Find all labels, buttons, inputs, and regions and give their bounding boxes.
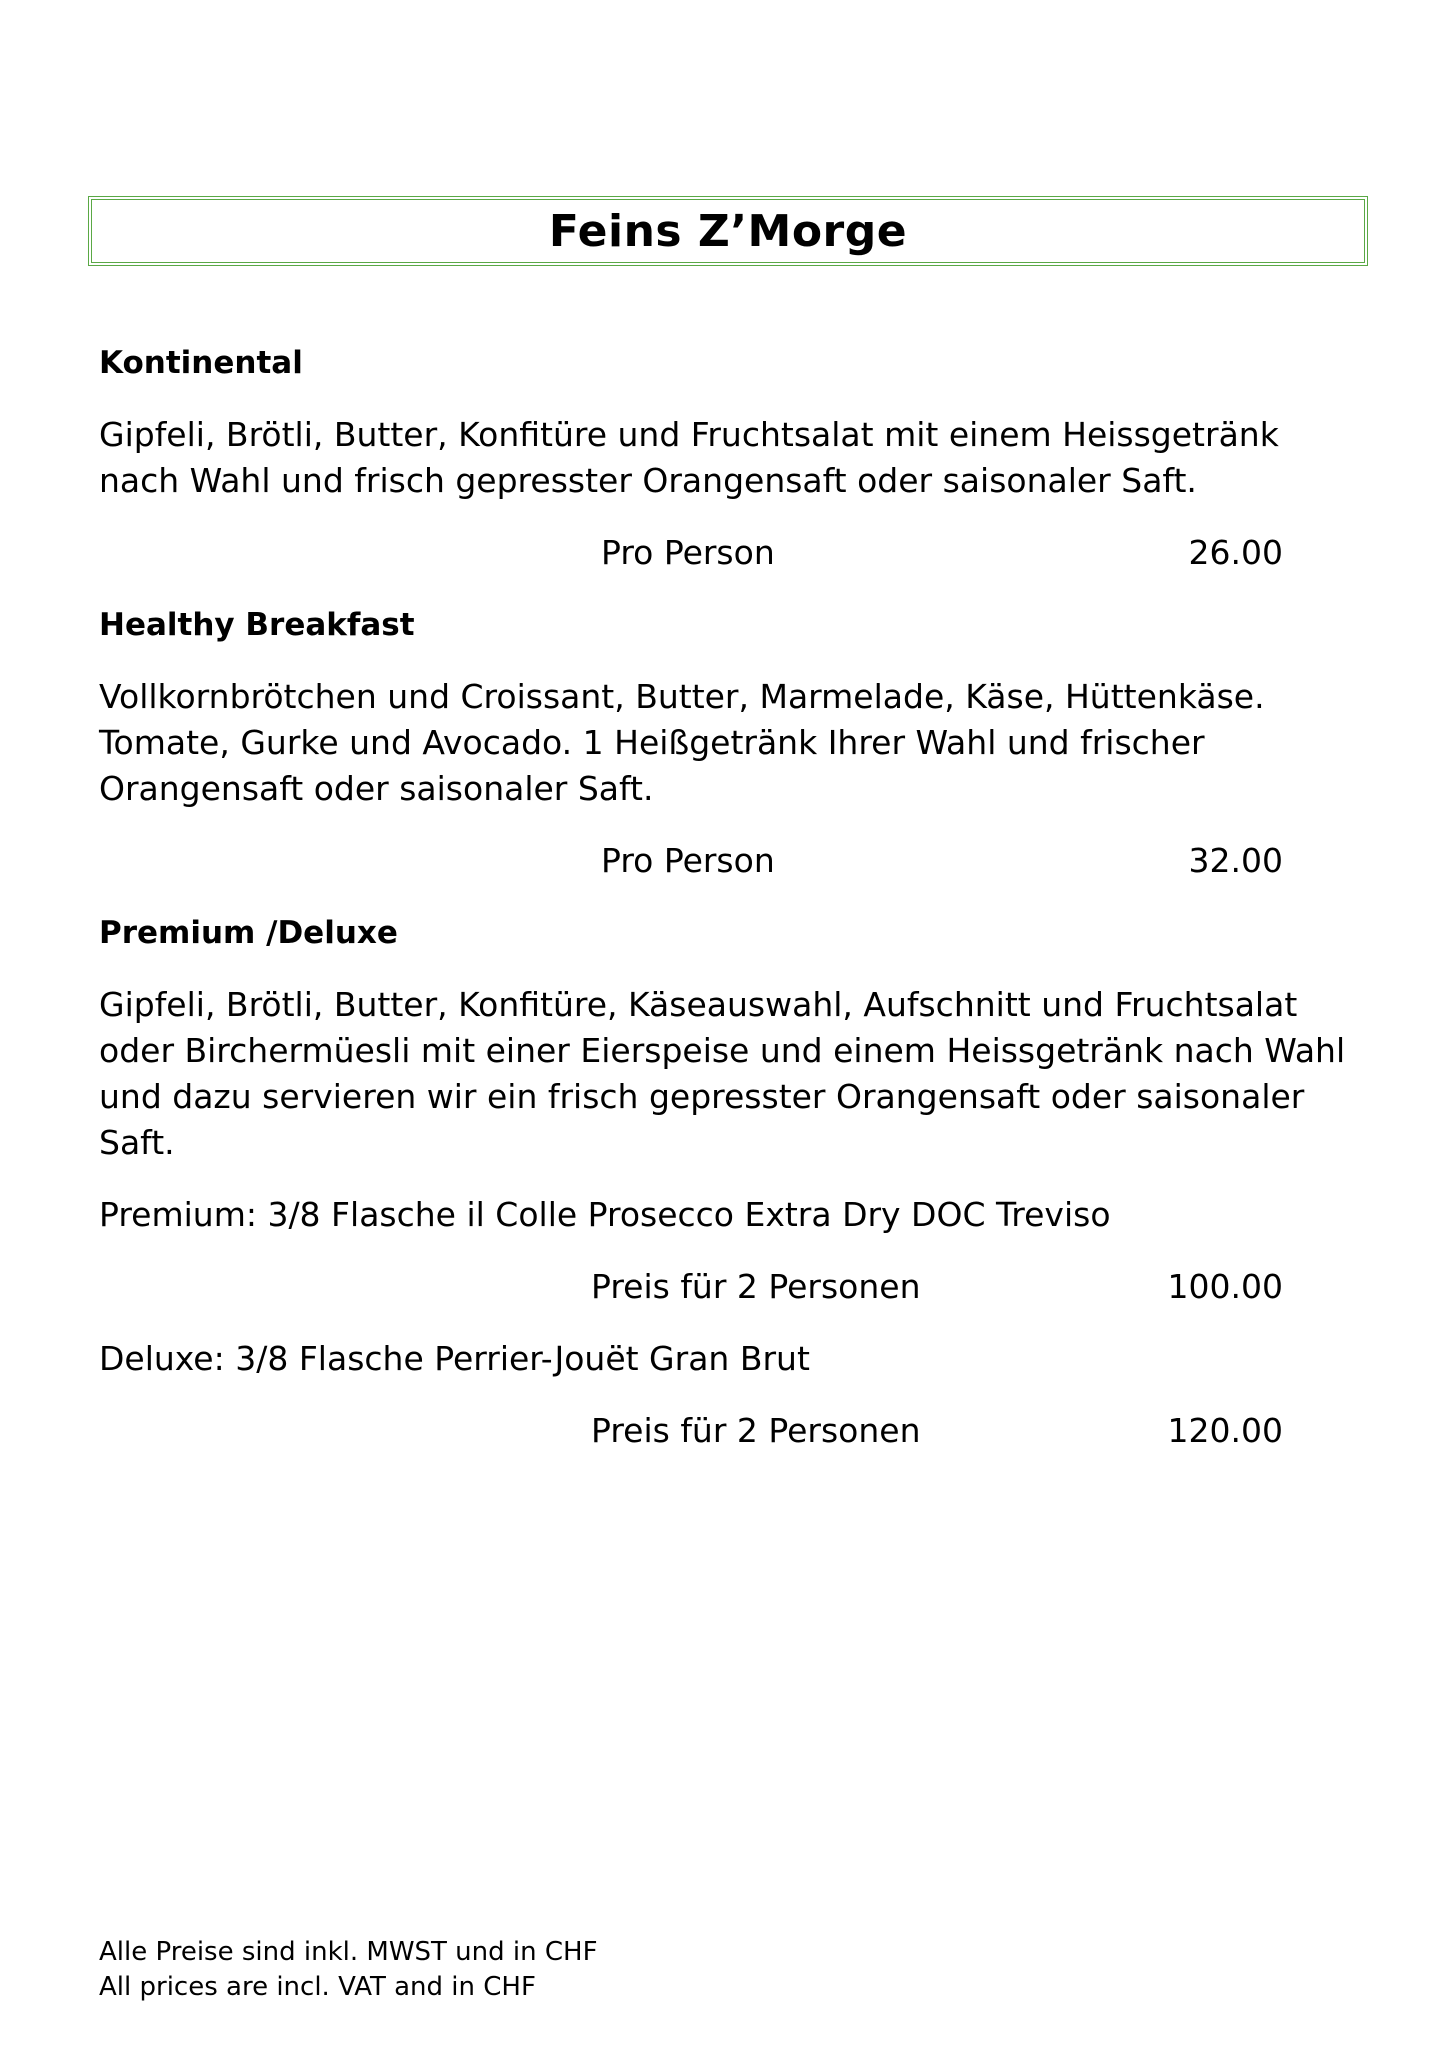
price-value: 32.00 (1188, 841, 1283, 880)
option-text-deluxe: Deluxe: 3/8 Flasche Perrier-Jouët Gran Brut (99, 1339, 810, 1378)
price-value: 100.00 (1167, 1267, 1283, 1306)
title-box (88, 196, 1368, 266)
section-heading: Healthy Breakfast (99, 607, 415, 643)
price-value: 26.00 (1188, 533, 1283, 572)
menu-section-premium-deluxe (99, 910, 1369, 1454)
price-label: Pro Person (601, 841, 775, 880)
option-text-premium: Premium: 3/8 Flasche il Colle Prosecco Extra Dry DOC Treviso (99, 1195, 1111, 1234)
price-row (99, 1264, 1369, 1310)
price-row (99, 1408, 1369, 1454)
section-heading: Kontinental (99, 345, 303, 381)
page-title: Feins Z’Morge (548, 205, 908, 257)
footer-note (99, 1935, 598, 2005)
price-row (99, 838, 1369, 884)
price-label: Pro Person (601, 533, 775, 572)
price-label: Preis für 2 Personen (591, 1267, 921, 1306)
section-heading: Premium /Deluxe (99, 915, 398, 951)
section-description: Gipfeli, Brötli, Butter, Konfitüre und Fruchtsalat mit einem Heissgetränk nach Wahl und frisch gepresster Orangensaft oder saisonaler Saft. (99, 415, 1279, 500)
section-description: Gipfeli, Brötli, Butter, Konfitüre, Käseauswahl, Aufschnitt und Fruchtsalat oder Birchermüesli mit einer Eierspeise und einem Heissgetränk nach Wahl und dazu servieren wir ein frisch gepresster Orangensaft oder saisonaler Saft. (99, 985, 1346, 1162)
footer-line-de: Alle Preise sind inkl. MWST und in CHF (99, 1937, 598, 1967)
footer-line-en: All prices are incl. VAT and in CHF (99, 1972, 536, 2002)
price-label: Preis für 2 Personen (591, 1411, 921, 1450)
section-description: Vollkornbrötchen und Croissant, Butter, Marmelade, Käse, Hüttenkäse. Tomate, Gurke und Avocado. 1 Heißgetränk Ihrer Wahl und frischer Orangensaft oder saisonaler Saft. (99, 677, 1265, 808)
price-row (99, 530, 1369, 576)
menu-section-healthy-breakfast (99, 602, 1369, 884)
menu-section-kontinental (99, 340, 1369, 576)
price-value: 120.00 (1167, 1411, 1283, 1450)
menu-content (99, 340, 1369, 1480)
